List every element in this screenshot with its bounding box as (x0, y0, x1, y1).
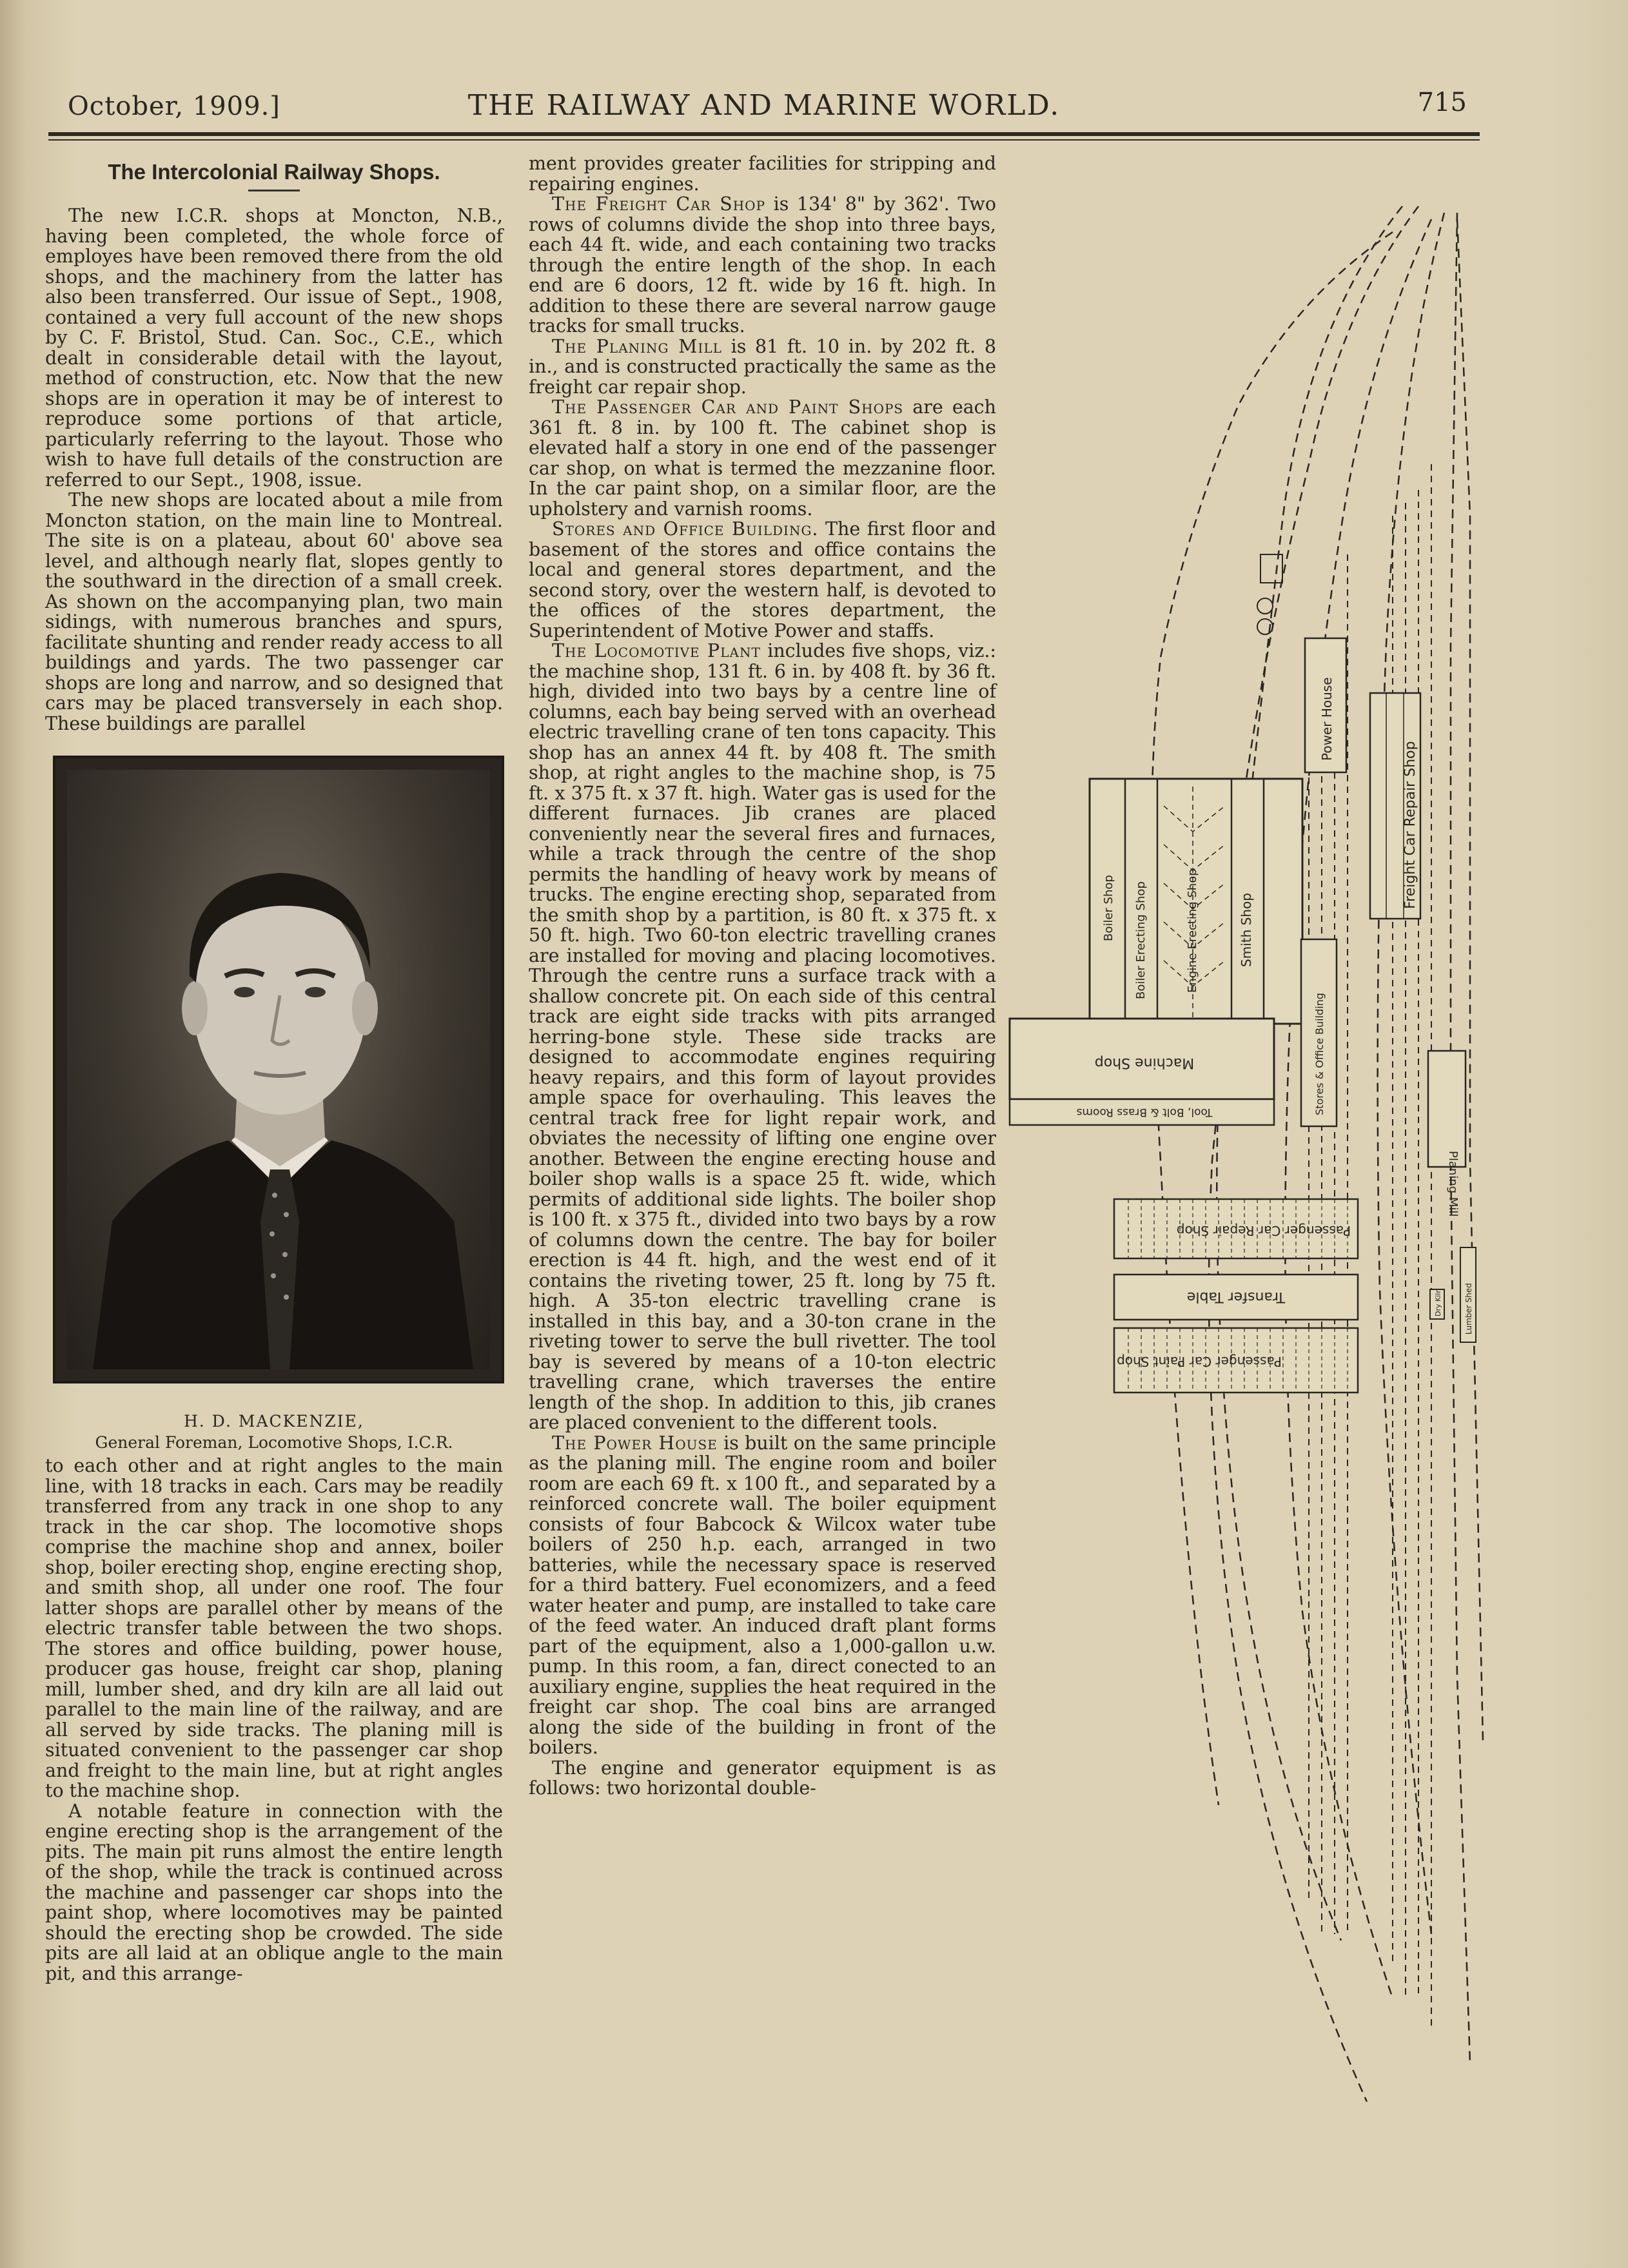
journal-title: THE RAILWAY AND MARINE WORLD. (467, 89, 1061, 122)
section-lead: The Planing Mill (552, 335, 722, 357)
paragraph: to each other and at right angles to the main line, with 18 tracks in each. Cars may be readily transferred from any track in one shop to any track in the car shop. The locomotive shops comprise the machine shop and annex, boiler shop, boiler erecting shop, engine erecting shop, and smith shop, all under one roof. The four latter shops are parallel other by means of the electric transfer table between the two shops. The stores and office building, power house, producer gas house, freight car shop, planing mill, lumber shed, and dry kiln are all laid out parallel to the main line of the railway, and are all served by side tracks. The planing mill is situated convenient to the passenger car shop and freight to the main line, but at right angles to the machine shop. (45, 1455, 503, 1801)
tool-rooms-label: Tool, Bolt & Brass Rooms (1076, 1106, 1213, 1119)
paragraph-text: The first floor and basement of the stores and office contains the local and general stores department, and the second story, over the western half, is devoted to the offices of the stores department, the Superintendent of Motive Power and staffs. (529, 518, 996, 641)
machine-shop-label: Machine Shop (1094, 1055, 1195, 1071)
tank-symbol (1257, 598, 1273, 614)
paragraph-text: ment provides greater facilities for stripping and repairing engines. (529, 153, 996, 195)
header-rule (48, 132, 1480, 136)
section-lead: The Freight Car Shop (552, 193, 766, 215)
section-lead: Stores and Office Building. (552, 518, 819, 540)
dry-kiln-label: Dry Kiln (1434, 1288, 1442, 1316)
paragraph-text: is built on the same principle as the planing mill. The engine room and boiler room are each 69 ft. x 100 ft., and separated by a reinforced concrete wall. The boiler equipment consists of four Babcock & Wilcox water tube boilers of 250 h.p. each, arranged in two batteries, while the necessary space is reserved for a third battery. Fuel economizers, and a feed water heater and pump, are installed to take care of the feed water. An induced draft plant forms part of the equipment, also a 1,000-gallon u.w. pump. In this room, a fan, direct conected to an auxiliary engine, supplies the heat required in the freight car shop. The coal bins are arranged along the side of the building in front of the boilers. (529, 1432, 996, 1758)
header-rule-thin (48, 139, 1480, 141)
photo-caption-role: General Foreman, Locomotive Shops, I.C.R. (95, 1433, 453, 1452)
transfer-table-label: Transfer Table (1186, 1289, 1286, 1305)
paragraph (529, 519, 996, 641)
stores-office-label: Stores & Office Building (1313, 993, 1326, 1115)
paragraph-text: includes five shops, viz.: the machine shop, 131 ft. 6 in. by 408 ft. by 36 ft. high, divided into two bays by a centre line of columns, each bay being served with an overhead electric travelling crane of ten tons capacity. This shop has an annex 44 ft. by 408 ft. The smith shop, at right angles to the machine shop, is 75 ft. x 375 ft. x 37 ft. high. Water gas is used for the different furnaces. Jib cranes are placed conveniently near the several fires and furnaces, while a track through the centre of the shop permits the handling of heavy work by means of trucks. The engine erecting shop, separated from the smith shop by a partition, is 80 ft. x 375 ft. x 50 ft. high. Two 60-ton electric travelling cranes are installed for moving and placing locomotives. Through the centre runs a surface track with a shallow concrete pit. On each side of this central track are eight side tracks with pits arranged herring-bone style. These side tracks are designed to accommodate engines requiring heavy repairs, and this form of layout provides ample space for overhauling. This leaves the central track free for light repair work, and obviates the necessity of lifting one engine over another. Between the engine erecting house and boiler shop walls is a space 25 ft. wide, which permits of additional side lights. The boiler shop is 100 ft. x 375 ft., divided into two bays by a row of columns down the centre. The bay for boiler erection is 44 ft. high, and the west end of it contains the riveting tower, 25 ft. long by 75 ft. high. A 35-ton electric travelling crane is installed in this bay, and a 30-ton crane in the riveting tower to serve the bull rivetter. The tool bay is severed by means of a 10-ton electric travelling crane, which traverses the entire length of the shop. In addition to this, jib cranes are placed convenient to the different tools. (529, 640, 997, 1433)
portrait-photo (53, 756, 504, 1383)
section-lead: The Power House (552, 1432, 718, 1454)
paragraph (529, 337, 996, 398)
site-plan (1006, 193, 1496, 2140)
paragraph (529, 1433, 996, 1758)
paragraph-text: is 81 ft. 10 in. by 202 ft. 8 in., and is constructed practically the same as the freight car repair shop. (529, 335, 996, 398)
smith-shop-label: Smith Shop (1239, 893, 1254, 967)
photo-caption-name: H. D. MACKENZIE, (184, 1412, 364, 1431)
column-middle (529, 153, 996, 1799)
planing-mill (1428, 1051, 1466, 1167)
section-lead: The Passenger Car and Paint Shops (552, 396, 904, 418)
section-lead: The Locomotive Plant (552, 640, 761, 661)
paragraph (529, 194, 996, 337)
lumber-shed-label: Lumber Shed (1464, 1283, 1473, 1334)
engine-erecting-shop-label: Engine Erecting Shop (1186, 868, 1199, 993)
planing-mill-label: Planing Mill (1446, 1151, 1460, 1217)
paragraph: A notable feature in connection with the engine erecting shop is the arrangement of the pits. The main pit runs almost the entire length of the shop, while the track is continued across the machine and passenger car shops into the paint shop, where locomotives may be painted should the erecting shop be crowded. The side pits are all laid at an oblique angle to the main pit, and this arrange- (45, 1800, 503, 1984)
gas-producer-structure (1260, 554, 1282, 583)
paragraph-text: is 134' 8" by 362'. Two rows of columns divide the shop into three bays, each 44 ft. wide, and each containing two tracks through the entire length of the shop. In each end are 6 doors, 12 ft. wide by 16 ft. high. In addition to these there are several narrow gauge tracks for small trucks. (529, 193, 996, 337)
track-line (1457, 219, 1483, 1741)
boiler-erecting-shop-label: Boiler Erecting Shop (1134, 881, 1148, 999)
article-title: The Intercolonial Railway Shops. (108, 160, 440, 184)
paragraph-text: are each 361 ft. 8 in. by 100 ft. The cabinet shop is elevated half a story in one end of the passenger car shop, on what is termed the mezzanine floor. In the car paint shop, on a similar floor, are the upholstery and varnish rooms. (529, 396, 997, 520)
portrait-image (67, 770, 490, 1369)
boiler-shop-label: Boiler Shop (1102, 875, 1115, 941)
paragraph (529, 153, 996, 194)
page-number: 715 (1417, 88, 1467, 117)
column-left (45, 153, 503, 1984)
power-house-label: Power House (1319, 677, 1335, 761)
paragraph: The new I.C.R. shops at Moncton, N.B., having been completed, the whole force of employes have been removed there from the old shops, and the machinery from the latter has also been transferred. Our issue of Sept., 1908, contained a very full account of the new shops by C. F. Bristol, Stud. Can. Soc., C.E., which dealt in considerable detail with the layout, method of construction, etc. Now that the new shops are in operation it may be of interest to reproduce some portions of that article, particularly referring to the layout. Those who wish to have full details of the construction are referred to our Sept., 1908, issue. (45, 205, 503, 491)
title-rule (248, 190, 300, 191)
portrait-illustration (67, 770, 490, 1369)
paragraph (529, 1758, 996, 1799)
passenger-paint-label: Passenger Car Paint Shop (1117, 1354, 1282, 1369)
issue-date: October, 1909.] (68, 92, 280, 121)
paragraph-text: The engine and generator equipment is as follows: two horizontal double- (529, 1757, 996, 1799)
paragraph: The new shops are located about a mile from Moncton station, on the main line to Montreal. The site is on a plateau, about 60' above sea level, and although nearly flat, slopes gently to the southward in the direction of a small creek. As shown on the accompanying plan, two main sidings, with numerous branches and spurs, facilitate shunting and render ready access to all buildings and yards. The two passenger car shops are long and narrow, and so designed that cars may be placed transversely in each shop. These buildings are parallel (45, 489, 503, 734)
track-line (1209, 206, 1402, 2102)
paragraph (529, 641, 996, 1433)
running-header (48, 84, 1480, 129)
paragraph (529, 397, 996, 519)
freight-car-shop-label: Freight Car Repair Shop (1402, 741, 1418, 909)
passenger-repair-label: Passenger Car Repair Shop (1176, 1223, 1351, 1238)
